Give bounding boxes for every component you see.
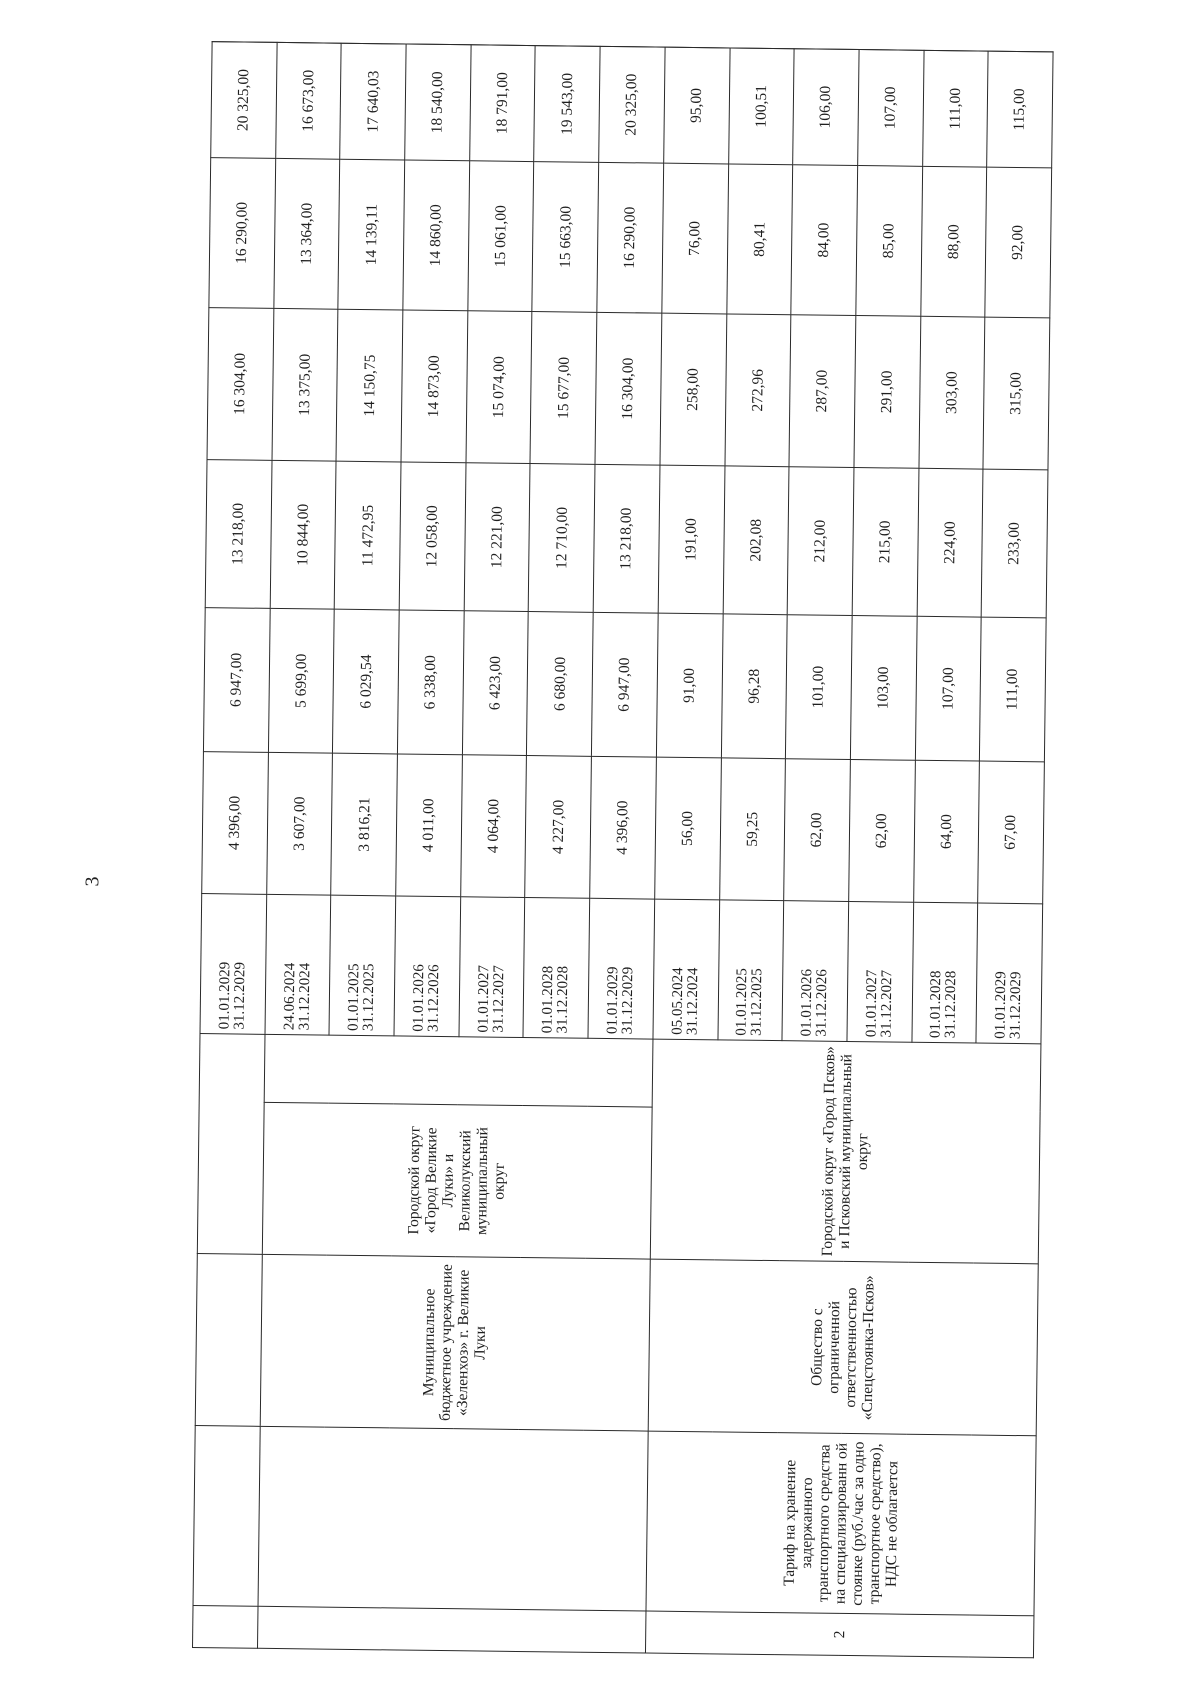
section-number: 2 xyxy=(645,1611,1034,1658)
tariff-value-cell: 20 325,00 xyxy=(599,46,665,163)
period-cell xyxy=(523,898,589,1039)
empty-cell xyxy=(264,1034,653,1107)
tariff-value-cell: 212,00 xyxy=(787,467,853,616)
tariff-value-cell: 115,00 xyxy=(987,51,1053,168)
tariff-value-cell: 6 680,00 xyxy=(527,612,593,757)
tariff-value-cell: 13 364,00 xyxy=(274,158,341,309)
territory-cell: Городской округ «Город Псков» и Псковский муниципальный округ xyxy=(650,1039,1041,1264)
organization-cell: Общество с ограниченной ответственностью «Спецстоянка-Псков» xyxy=(648,1259,1038,1436)
tariff-value-cell: 191,00 xyxy=(658,465,724,614)
tariff-value-cell: 291,00 xyxy=(854,316,921,469)
tariff-value-cell: 11 472,95 xyxy=(335,461,401,610)
tariff-value-cell: 17 640,03 xyxy=(340,43,406,160)
tariff-value-cell: 14 139,11 xyxy=(338,159,405,310)
period-date: 31.12.2024 xyxy=(684,967,702,1036)
period-date: 31.12.2029 xyxy=(231,961,249,1030)
period-date: 31.12.2029 xyxy=(619,966,637,1035)
tariff-value-cell: 107,00 xyxy=(915,616,981,761)
tariff-value-cell: 10 844,00 xyxy=(270,460,336,609)
empty-cell xyxy=(258,1426,648,1611)
tariff-value-cell: 56,00 xyxy=(654,757,720,900)
tariff-value-cell: 16 673,00 xyxy=(275,42,341,159)
tariff-value-cell: 67,00 xyxy=(978,761,1044,904)
empty-cell xyxy=(195,1254,262,1427)
tariff-value-cell: 20 325,00 xyxy=(211,42,277,159)
period-cell xyxy=(717,900,783,1041)
tariff-value-cell: 233,00 xyxy=(981,469,1048,618)
period-date: 01.01.2029 xyxy=(216,961,234,1030)
period-cell xyxy=(265,894,331,1035)
period-cell xyxy=(394,896,460,1037)
tariff-value-cell: 100,51 xyxy=(728,48,794,165)
tariff-value-cell: 62,00 xyxy=(849,759,915,902)
tariff-value-cell: 15 677,00 xyxy=(530,312,597,465)
empty-cell xyxy=(257,1606,646,1653)
tariff-value-cell: 13 218,00 xyxy=(593,464,659,613)
tariff-value-cell: 64,00 xyxy=(913,760,979,903)
tariff-value-cell: 3 816,21 xyxy=(331,753,397,896)
tariff-value-cell: 16 304,00 xyxy=(207,308,274,461)
tariff-value-cell: 59,25 xyxy=(719,758,785,901)
tariff-value-cell: 101,00 xyxy=(786,615,852,760)
tariff-value-cell: 224,00 xyxy=(917,468,983,617)
tariff-value-cell: 4 227,00 xyxy=(525,756,591,899)
period-date: 01.01.2027 xyxy=(475,964,492,1033)
tariff-value-cell: 258,00 xyxy=(660,313,727,466)
tariff-value-cell: 85,00 xyxy=(856,166,923,317)
tariff-value-cell: 92,00 xyxy=(985,167,1052,318)
tariff-value-cell: 103,00 xyxy=(850,615,916,760)
tariff-value-cell: 315,00 xyxy=(983,317,1050,470)
period-date: 01.01.2029 xyxy=(992,971,1010,1039)
tariff-value-cell: 107,00 xyxy=(858,50,924,167)
tariff-value-cell: 111,00 xyxy=(980,617,1047,762)
period-date: 01.01.2029 xyxy=(604,966,622,1035)
tariff-value-cell: 12 710,00 xyxy=(529,464,595,613)
tariff-value-cell: 12 058,00 xyxy=(399,462,465,611)
tariff-value-cell: 95,00 xyxy=(663,47,729,164)
tariff-value-cell: 62,00 xyxy=(784,759,850,902)
period-date: 01.01.2028 xyxy=(927,970,945,1039)
period-date: 01.01.2028 xyxy=(539,965,557,1034)
tariff-value-cell: 18 540,00 xyxy=(405,44,471,161)
period-date: 24.06.2024 xyxy=(281,962,298,1031)
tariff-value-cell: 4 396,00 xyxy=(590,756,656,899)
rotated-table-container xyxy=(192,68,1053,1658)
tariff-value-cell: 15 663,00 xyxy=(532,162,599,313)
empty-cell xyxy=(193,1426,260,1607)
period-cell xyxy=(200,894,266,1035)
period-cell xyxy=(459,897,525,1038)
tariff-value-cell: 215,00 xyxy=(852,467,918,616)
tariff-value-cell: 14 860,00 xyxy=(403,160,470,311)
tariff-label: Тариф на хранение задержанного транспортного средства на специализированн ой стоянке (руб./час за одно транспортное средство), НДС не облагается xyxy=(646,1431,1036,1616)
tariff-value-cell: 4 396,00 xyxy=(202,752,268,895)
organization-cell: Муниципальное бюджетное учреждение «Зеленхоз» г. Великие Луки xyxy=(260,1254,650,1431)
tariff-table xyxy=(192,41,1054,1658)
territory-cell: Городской округ «Город Великие Луки» и Великолукский муниципальный округ xyxy=(262,1102,652,1259)
tariff-value-cell: 4 011,00 xyxy=(396,754,462,897)
period-date: 05.05.2024 xyxy=(669,967,687,1035)
tariff-value-cell: 88,00 xyxy=(920,166,987,317)
tariff-value-cell: 14 873,00 xyxy=(401,310,468,463)
tariff-value-cell: 111,00 xyxy=(922,50,988,167)
tariff-value-cell: 287,00 xyxy=(789,315,856,468)
period-cell xyxy=(329,895,395,1036)
tariff-value-cell: 80,41 xyxy=(726,164,793,315)
period-date: 31.12.2026 xyxy=(813,969,831,1037)
period-date: 01.01.2025 xyxy=(733,968,751,1036)
period-date: 31.12.2028 xyxy=(554,965,572,1034)
period-cell xyxy=(847,901,913,1042)
tariff-value-cell: 14 150,75 xyxy=(336,309,403,462)
empty-cell xyxy=(197,1034,264,1255)
tariff-value-cell: 91,00 xyxy=(656,613,722,758)
tariff-value-cell: 13 218,00 xyxy=(205,460,271,609)
tariff-value-cell: 6 947,00 xyxy=(592,612,658,757)
period-date: 31.12.2027 xyxy=(878,969,896,1038)
period-date: 31.12.2028 xyxy=(942,970,960,1039)
page-number: 3 xyxy=(81,876,104,887)
tariff-value-cell: 6 029,54 xyxy=(333,609,399,754)
period-cell xyxy=(653,899,719,1040)
tariff-value-cell: 5 699,00 xyxy=(268,608,334,753)
tariff-value-cell: 13 375,00 xyxy=(272,308,339,461)
tariff-value-cell: 106,00 xyxy=(793,49,859,166)
tariff-value-cell: 84,00 xyxy=(791,165,858,316)
period-date: 01.01.2025 xyxy=(345,963,363,1032)
period-date: 31.12.2025 xyxy=(748,968,766,1036)
tariff-value-cell: 96,28 xyxy=(721,614,787,759)
tariff-value-cell: 15 061,00 xyxy=(468,161,535,312)
tariff-value-cell: 19 543,00 xyxy=(534,46,600,163)
tariff-value-cell: 6 423,00 xyxy=(462,611,528,756)
period-date: 31.12.2026 xyxy=(425,964,443,1033)
tariff-value-cell: 15 074,00 xyxy=(466,311,533,464)
period-cell xyxy=(976,903,1042,1044)
tariff-value-cell: 16 290,00 xyxy=(209,158,276,309)
tariff-value-cell: 6 338,00 xyxy=(398,610,464,755)
tariff-value-cell: 272,96 xyxy=(724,314,791,467)
period-date: 31.12.2029 xyxy=(1007,971,1025,1040)
period-cell xyxy=(912,902,978,1043)
period-cell xyxy=(782,901,848,1042)
period-date: 31.12.2025 xyxy=(360,963,378,1032)
period-date: 01.01.2026 xyxy=(798,968,816,1037)
tariff-value-cell: 16 290,00 xyxy=(597,162,664,313)
tariff-value-cell: 76,00 xyxy=(662,163,729,314)
tariff-value-cell: 202,08 xyxy=(723,466,789,615)
tariff-value-cell: 16 304,00 xyxy=(595,312,662,465)
period-cell xyxy=(588,898,654,1039)
empty-cell xyxy=(193,1606,258,1649)
tariff-value-cell: 303,00 xyxy=(919,316,986,469)
tariff-value-cell: 18 791,00 xyxy=(469,45,535,162)
tariff-value-cell: 4 064,00 xyxy=(460,755,526,898)
period-date: 01.01.2027 xyxy=(863,969,881,1038)
tariff-value-cell: 12 221,00 xyxy=(464,463,530,612)
period-date: 31.12.2027 xyxy=(490,965,507,1033)
period-date: 31.12.2024 xyxy=(296,962,313,1031)
period-date: 01.01.2026 xyxy=(410,964,428,1032)
tariff-value-cell: 6 947,00 xyxy=(203,608,269,753)
tariff-value-cell: 3 607,00 xyxy=(266,752,332,895)
